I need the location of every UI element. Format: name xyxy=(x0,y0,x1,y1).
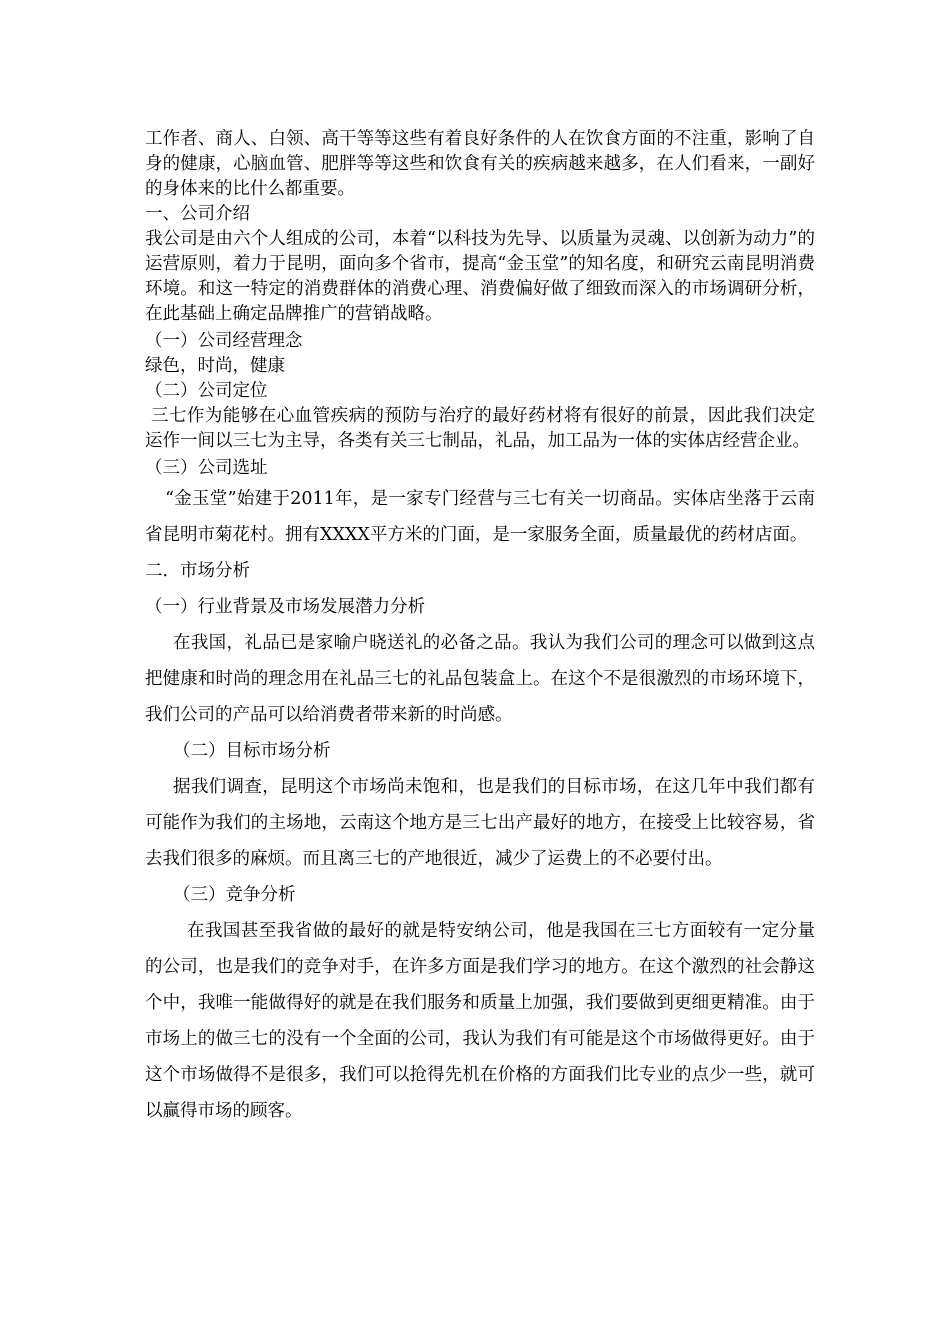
heading-market-analysis: 二．市场分析 xyxy=(145,561,250,581)
heading-company-positioning: （二）公司定位 xyxy=(145,381,268,401)
heading-company-location: （三）公司选址 xyxy=(145,458,268,478)
heading-company-intro: 一、公司介绍 xyxy=(145,204,250,224)
paragraph-company-intro: 我公司是由六个人组成的公司，本着“以科技为先导、以质量为灵魂、以创新为动力”的运营原则，着力于昆明，面向多个省市，提高“金玉堂”的知名度，和研究云南昆明消费环境。和这一特定的消费群体的消费心理、消费偏好做了细致而深入的市场调研分析，在此基础上确定品牌推广的营销战略。 xyxy=(145,229,815,324)
document-body xyxy=(145,127,815,1129)
paragraph-intro: 工作者、商人、白领、高干等等这些有着良好条件的人在饮食方面的不注重，影响了自身的健康，心脑血管、肥胖等等这些和饮食有关的疾病越来越多，在人们看来，一副好的身体来的比什么都重要。 xyxy=(145,129,815,199)
heading-competition-analysis: （三）竞争分析 xyxy=(173,885,296,905)
paragraph-target-market: 据我们调查，昆明这个市场尚未饱和，也是我们的目标市场，在这几年中我们都有可能作为我们的主场地，云南这个地方是三七出产最好的地方，在接受上比较容易，省去我们很多的麻烦。而且离三七的产地很近，减少了运费上的不必要付出。 xyxy=(145,777,815,869)
paragraph-company-location: “金玉堂”始建于2011年，是一家专门经营与三七有关一切商品。实体店坐落于云南省昆明市菊花村。拥有XXXX平方米的门面，是一家服务全面，质量最优的药材店面。 xyxy=(145,489,815,545)
paragraph-competition-analysis: 在我国甚至我省做的最好的就是特安纳公司，他是我国在三七方面较有一定分量的公司，也是我们的竞争对手，在许多方面是我们学习的地方。在这个激烈的社会静这个中，我唯一能做得好的就是在我们服务和质量上加强，我们要做到更细更精准。由于市场上的做三七的没有一个全面的公司，我认为我们有可能是这个市场做得更好。由于这个市场做得不是很多，我们可以抢得先机在价格的方面我们比专业的点少一些，就可以赢得市场的顾客。 xyxy=(145,921,815,1121)
paragraph-business-philosophy: 绿色，时尚，健康 xyxy=(145,356,285,376)
heading-industry-background: （一）行业背景及市场发展潜力分析 xyxy=(145,597,425,617)
paragraph-company-positioning: 三七作为能够在心血管疾病的预防与治疗的最好药材将有很好的前景，因此我们决定运作一间以三七为主导，各类有关三七制品，礼品，加工品为一体的实体店经营企业。 xyxy=(145,406,815,451)
heading-business-philosophy: （一）公司经营理念 xyxy=(145,331,303,351)
heading-target-market: （二）目标市场分析 xyxy=(173,741,331,761)
paragraph-industry-background: 在我国，礼品已是家喻户晓送礼的必备之品。我认为我们公司的理念可以做到这点把健康和时尚的理念用在礼品三七的礼品包装盒上。在这个不是很激烈的市场环境下，我们公司的产品可以给消费者带来新的时尚感。 xyxy=(145,633,815,725)
